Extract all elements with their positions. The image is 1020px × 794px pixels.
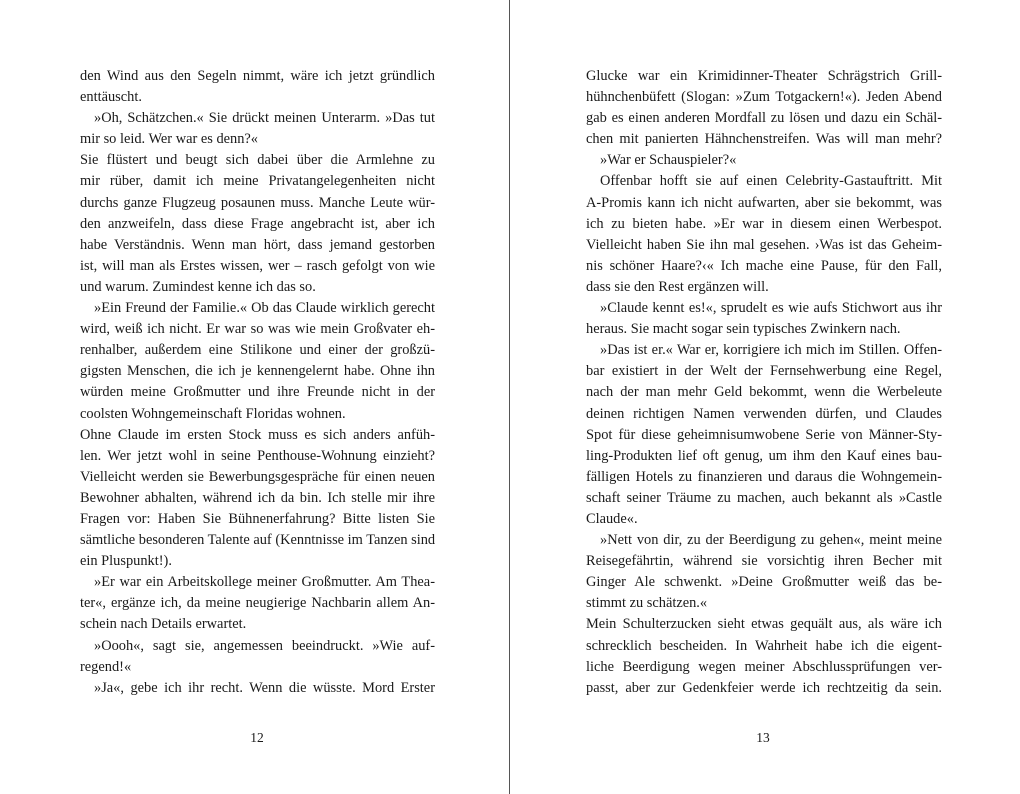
text-line: Vielleicht haben Sie ihn mal gesehen. ›Was ist das Geheim- bbox=[586, 236, 942, 253]
text-line: »Claude kennt es!«, sprudelt es wie aufs Stichwort aus ihr bbox=[600, 300, 942, 317]
left-page-text bbox=[80, 66, 435, 699]
text-line: liche Beerdigung wegen meiner Abschlussprüfungen ver- bbox=[586, 658, 942, 675]
text-line: schrecklich bescheiden. In Wahrheit habe ich die eigent- bbox=[586, 637, 942, 654]
text-line: Bewohner abhalten, während ich da bin. Ich stelle mir ihre bbox=[80, 489, 435, 506]
text-line: A-Promis kann ich nicht aufwarten, aber sie bekommt, was bbox=[586, 194, 942, 211]
text-line: Offenbar hofft sie auf einen Celebrity-Gastauftritt. Mit bbox=[600, 173, 942, 190]
text-line: habe Verständnis. Wenn man hört, dass jemand gestorben bbox=[80, 236, 435, 253]
text-line: stimmt zu schätzen.« bbox=[586, 595, 708, 612]
text-line: »Oh, Schätzchen.« Sie drückt meinen Unterarm. »Das tut bbox=[94, 110, 435, 127]
text-line: »Das ist er.« War er, korrigiere ich mich im Stillen. Offen- bbox=[600, 342, 942, 359]
text-line: sämtliche besonderen Talente auf (Kenntnisse im Tanzen sind bbox=[80, 532, 436, 549]
text-line: »Oooh«, sagt sie, angemessen beeindruckt. »Wie auf- bbox=[94, 637, 435, 654]
text-line: deinen richtigen Namen verwenden dürfen, und Claudes bbox=[586, 405, 942, 422]
text-line: regend!« bbox=[80, 658, 132, 675]
text-line: durchs ganze Flugzeug posaunen muss. Manche Leute wür- bbox=[80, 194, 435, 211]
text-line: schaft seiner Träume zu machen, auch bekannt als »Castle bbox=[586, 489, 942, 506]
text-line: und warum. Zumindest kenne ich das so. bbox=[80, 278, 316, 295]
text-line: dass sie den Rest ergänzen will. bbox=[586, 278, 769, 295]
page-number-left: 12 bbox=[250, 730, 264, 745]
text-line: Ginger Ale schwenkt. »Deine Großmutter weiß das be- bbox=[586, 574, 942, 591]
text-line: Reisegefährtin, während sie vorsichtig ihren Becher mit bbox=[586, 553, 942, 570]
text-line: den anzweifeln, dass diese Frage angebracht ist, aber ich bbox=[80, 215, 435, 232]
page-number-right: 13 bbox=[756, 730, 770, 745]
text-line: nach der man mehr Geld bekommt, wenn die Werbeleute bbox=[586, 384, 942, 401]
text-line: mir so leid. Wer war es denn?« bbox=[80, 131, 259, 148]
right-page-text bbox=[586, 66, 942, 699]
text-line: nis schöner Haare?‹« Ich mache eine Pause, für den Fall, bbox=[586, 257, 942, 274]
text-line: würden meine Großmutter und ihre Freunde nicht in der bbox=[80, 384, 435, 401]
text-line: heraus. Sie macht sogar sein typisches Zwinkern nach. bbox=[586, 321, 901, 338]
text-line: fälligen Hotels zu finanzieren und daraus die Wohngemein- bbox=[586, 468, 942, 485]
text-line: Fragen vor: Haben Sie Bühnenerfahrung? Bitte listen Sie bbox=[80, 510, 435, 527]
text-line: ich zu bieten habe. »Er war in diesem einen Werbespot. bbox=[586, 215, 942, 232]
text-line: bar existiert in der Welt der Fernsehwerbung eine Regel, bbox=[586, 363, 942, 380]
text-line: Vielleicht werden sie Bewerbungsgespräche für einen neuen bbox=[80, 468, 435, 485]
text-line: renhalber, außerdem eine Stilikone und einer der großzü- bbox=[80, 342, 435, 359]
text-line: mir rüber, damit ich meine Privatangelegenheiten nicht bbox=[80, 173, 435, 190]
right-page bbox=[510, 0, 1020, 794]
text-line: »Ein Freund der Familie.« Ob das Claude wirklich gerecht bbox=[94, 300, 435, 317]
text-line: gab es einen anderen Mordfall zu lösen und dazu ein Schäl- bbox=[586, 110, 942, 127]
text-line: enttäuscht. bbox=[80, 89, 142, 106]
text-line: »Nett von dir, zu der Beerdigung zu gehen«, meint meine bbox=[600, 532, 942, 549]
text-line: »Er war ein Arbeitskollege meiner Großmutter. Am Thea- bbox=[94, 574, 435, 591]
text-line: ist, will man als Erstes wissen, wer – rasch gefolgt von wie bbox=[80, 257, 435, 274]
text-line: wird, weiß ich nicht. Er war so was wie mein Großvater eh- bbox=[80, 321, 435, 338]
text-line: schein nach Details erwartet. bbox=[80, 616, 247, 633]
text-line: den Wind aus den Segeln nimmt, wäre ich jetzt gründlich bbox=[80, 68, 435, 84]
text-line: Glucke war ein Krimidinner-Theater Schrägstrich Grill- bbox=[586, 68, 942, 84]
text-line: passt, aber zur Gedenkfeier werde ich rechtzeitig da sein. bbox=[586, 679, 942, 696]
text-line: Mein Schulterzucken sieht etwas gequält aus, als wäre ich bbox=[586, 616, 942, 633]
text-line: »Ja«, gebe ich ihr recht. Wenn die wüsste. Mord Erster bbox=[94, 679, 435, 696]
text-line: hühnchenbüfett (Slogan: »Zum Totgackern!«). Jeden Abend bbox=[586, 89, 942, 106]
text-line: ling-Produkten lief oft genug, um ihm den Kauf eines bau- bbox=[586, 447, 942, 464]
text-line: gigsten Menschen, die ich je kennengelernt habe. Ohne ihn bbox=[80, 363, 435, 380]
text-line: Ohne Claude im ersten Stock muss es sich anders anfüh- bbox=[80, 426, 435, 443]
text-line: ter«, ergänze ich, da meine neugierige Nachbarin allem An- bbox=[80, 595, 435, 612]
text-line: Sie flüstert und beugt sich dabei über die Armlehne zu bbox=[80, 152, 435, 169]
text-line: Claude«. bbox=[586, 510, 638, 527]
text-line: len. Wer jetzt wohl in seine Penthouse-Wohnung einzieht? bbox=[80, 447, 435, 464]
text-line: chen mit panierten Hähnchenstreifen. Was will man mehr? bbox=[586, 131, 942, 148]
text-line: coolsten Wohngemeinschaft Floridas wohnen. bbox=[80, 405, 346, 422]
text-line: ein Pluspunkt!). bbox=[80, 553, 172, 570]
text-line: »War er Schauspieler?« bbox=[600, 152, 737, 169]
text-line: Spot für diese geheimnisumwobene Serie von Männer-Sty- bbox=[586, 426, 942, 443]
